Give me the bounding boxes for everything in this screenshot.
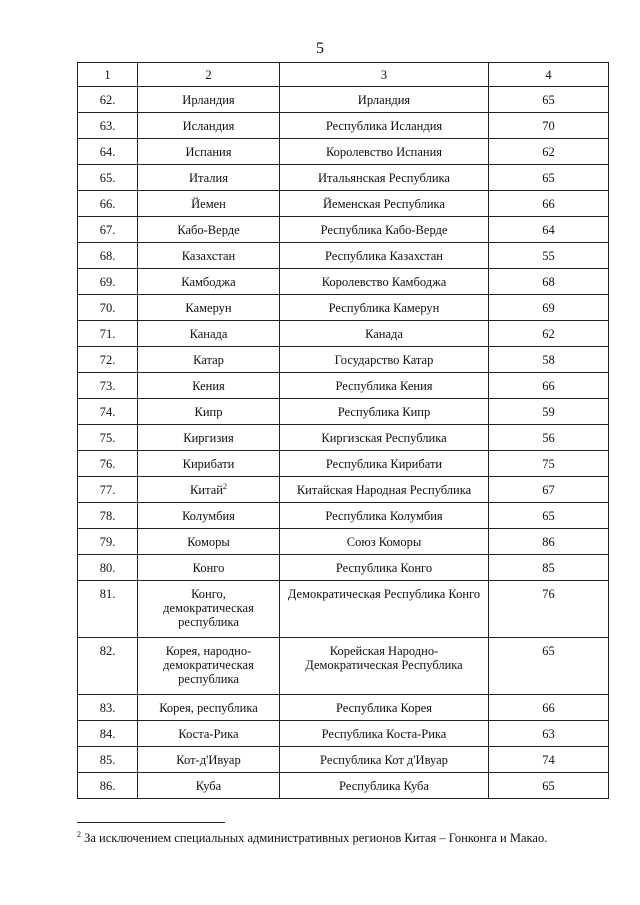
country-full-name-text: Киргизская Республика	[321, 430, 447, 445]
country-full-name-text: Республика Казахстан	[325, 248, 443, 263]
country-full-name-cell	[280, 113, 489, 139]
value-text: 68	[542, 274, 555, 289]
country-short-name-text: Коморы	[187, 534, 230, 549]
value-text: 69	[542, 300, 555, 315]
row-number-cell	[78, 425, 138, 451]
country-full-name-text: Королевство Камбоджа	[321, 274, 447, 289]
country-full-name-cell	[280, 347, 489, 373]
country-short-name-cell	[138, 269, 280, 295]
country-full-name-cell	[280, 529, 489, 555]
row-number-text: 86.	[99, 778, 116, 793]
value-cell	[489, 529, 609, 555]
country-short-name-text: демократическая	[163, 658, 254, 672]
value-cell	[489, 87, 609, 113]
table-row	[78, 581, 609, 638]
country-full-name-text: Йеменская Республика	[323, 196, 445, 211]
country-short-name-cell	[138, 113, 280, 139]
value-text: 85	[542, 560, 555, 575]
value-text: 62	[542, 144, 555, 159]
value-text: 63	[542, 726, 555, 741]
value-cell	[489, 243, 609, 269]
table-row	[78, 139, 609, 165]
country-short-name-text: Конго	[192, 560, 225, 575]
country-short-name-cell	[138, 139, 280, 165]
row-number-cell	[78, 373, 138, 399]
table-row	[78, 321, 609, 347]
row-number-text: 66.	[99, 196, 116, 211]
footnote-reference: 2	[222, 481, 227, 491]
column-header: 3	[280, 63, 489, 87]
value-cell	[489, 113, 609, 139]
table-row	[78, 269, 609, 295]
value-text: 74	[542, 752, 555, 767]
value-cell	[489, 399, 609, 425]
country-full-name-text: Союз Коморы	[346, 534, 422, 549]
country-full-name-text: Республика Кирибати	[325, 456, 443, 471]
value-text: 66	[542, 196, 555, 211]
row-number-cell	[78, 217, 138, 243]
value-cell	[489, 747, 609, 773]
value-cell	[489, 503, 609, 529]
country-short-name-text: Камерун	[185, 300, 232, 315]
table-row	[78, 399, 609, 425]
country-full-name-text: Республика Кабо-Верде	[320, 222, 448, 237]
country-short-name-cell	[138, 373, 280, 399]
country-full-name-cell	[280, 425, 489, 451]
country-full-name-text: Республика Кения	[335, 378, 433, 393]
row-number-cell	[78, 165, 138, 191]
row-number-text: 74.	[99, 404, 116, 419]
country-short-name-text: республика	[178, 615, 239, 629]
country-short-name-text: Корея, республика	[159, 700, 258, 715]
country-full-name-text: Республика Кот д'Ивуар	[320, 752, 448, 767]
value-text: 58	[542, 352, 555, 367]
value-text: 65	[542, 92, 555, 107]
value-text: 76	[542, 587, 555, 601]
table-row	[78, 695, 609, 721]
row-number-text: 82.	[99, 644, 116, 658]
row-number-text: 67.	[99, 222, 116, 237]
country-short-name-text: Йемен	[191, 196, 226, 211]
value-cell	[489, 217, 609, 243]
country-full-name-cell	[280, 581, 489, 638]
table-row	[78, 555, 609, 581]
country-full-name-text: Государство Катар	[334, 352, 434, 367]
row-number-text: 83.	[99, 700, 116, 715]
value-text: 67	[542, 482, 555, 497]
table-header-row	[78, 63, 609, 87]
country-full-name-text: Республика Куба	[339, 778, 429, 793]
value-text: 59	[542, 404, 555, 419]
country-full-name-cell	[280, 477, 489, 503]
row-number-text: 85.	[99, 752, 116, 767]
table-row	[78, 295, 609, 321]
value-cell	[489, 773, 609, 799]
footnote	[77, 830, 617, 846]
table-row	[78, 425, 609, 451]
country-full-name-cell	[280, 503, 489, 529]
footnote-marker: 2	[77, 830, 81, 839]
table-row	[78, 529, 609, 555]
table-row	[78, 347, 609, 373]
country-short-name-cell	[138, 425, 280, 451]
value-text: 66	[542, 378, 555, 393]
country-short-name-text: Кипр	[194, 404, 223, 419]
country-full-name-cell	[280, 87, 489, 113]
row-number-text: 73.	[99, 378, 116, 393]
country-short-name-cell	[138, 555, 280, 581]
country-full-name-text: Демократическая Республика Конго	[287, 587, 481, 601]
country-full-name-text: Республика Исландия	[325, 118, 443, 133]
country-short-name-text: Казахстан	[181, 248, 236, 263]
table-row	[78, 113, 609, 139]
row-number-cell	[78, 321, 138, 347]
country-full-name-cell	[280, 269, 489, 295]
footnote-divider	[77, 822, 225, 823]
country-short-name-text: Исландия	[182, 118, 235, 133]
country-short-name-cell	[138, 477, 280, 503]
country-full-name-cell	[280, 217, 489, 243]
row-number-text: 71.	[99, 326, 116, 341]
country-full-name-text: Королевство Испания	[325, 144, 443, 159]
value-text: 65	[542, 170, 555, 185]
country-full-name-cell	[280, 695, 489, 721]
table-row	[78, 451, 609, 477]
country-short-name-text: Киргизия	[183, 430, 234, 445]
country-full-name-text: Китайская Народная Республика	[296, 482, 472, 497]
country-full-name-cell	[280, 451, 489, 477]
table-row	[78, 503, 609, 529]
value-text: 64	[542, 222, 555, 237]
row-number-text: 80.	[99, 560, 116, 575]
value-cell	[489, 638, 609, 695]
country-full-name-cell	[280, 165, 489, 191]
value-text: 55	[542, 248, 555, 263]
country-short-name-cell	[138, 295, 280, 321]
value-text: 65	[542, 508, 555, 523]
value-cell	[489, 721, 609, 747]
row-number-text: 77.	[99, 482, 116, 497]
row-number-cell	[78, 87, 138, 113]
page-number: 5	[316, 40, 324, 57]
row-number-text: 78.	[99, 508, 116, 523]
country-full-name-cell	[280, 243, 489, 269]
row-number-text: 64.	[99, 144, 116, 159]
country-short-name-cell	[138, 581, 280, 638]
value-cell	[489, 695, 609, 721]
country-full-name-text: Республика Конго	[335, 560, 433, 575]
value-text: 62	[542, 326, 555, 341]
row-number-text: 70.	[99, 300, 116, 315]
country-short-name-cell	[138, 503, 280, 529]
country-short-name-text: демократическая	[163, 601, 254, 615]
value-text: 65	[542, 778, 555, 793]
table-row	[78, 87, 609, 113]
country-short-name-cell	[138, 451, 280, 477]
country-full-name-cell	[280, 721, 489, 747]
country-short-name-cell	[138, 217, 280, 243]
table-row	[78, 721, 609, 747]
row-number-cell	[78, 695, 138, 721]
country-full-name-cell	[280, 638, 489, 695]
country-full-name-cell	[280, 773, 489, 799]
country-short-name-cell	[138, 695, 280, 721]
country-short-name-text: Коста-Рика	[178, 726, 239, 741]
country-short-name-text: Китай	[190, 482, 223, 497]
country-full-name-cell	[280, 555, 489, 581]
country-short-name-text: Кирибати	[182, 456, 235, 471]
country-short-name-cell	[138, 191, 280, 217]
row-number-cell	[78, 747, 138, 773]
country-short-name-text: республика	[178, 672, 239, 686]
row-number-cell	[78, 399, 138, 425]
value-cell	[489, 269, 609, 295]
country-full-name-text: Канада	[365, 326, 403, 341]
country-full-name-text: Корейская Народно-	[329, 644, 439, 658]
row-number-text: 69.	[99, 274, 116, 289]
country-short-name-text: Колумбия	[182, 508, 235, 523]
row-number-text: 68.	[99, 248, 116, 263]
value-cell	[489, 139, 609, 165]
country-full-name-text: Республика Корея	[335, 700, 432, 715]
column-header: 2	[138, 63, 280, 87]
country-short-name-cell	[138, 399, 280, 425]
country-full-name-text: Республика Коста-Рика	[321, 726, 447, 741]
value-text: 65	[542, 644, 555, 658]
country-full-name-cell	[280, 191, 489, 217]
country-full-name-cell	[280, 399, 489, 425]
table-row	[78, 165, 609, 191]
row-number-cell	[78, 555, 138, 581]
row-number-cell	[78, 451, 138, 477]
value-cell	[489, 425, 609, 451]
row-number-cell	[78, 638, 138, 695]
country-full-name-cell	[280, 373, 489, 399]
footnote-text: За исключением специальных административных регионов Китая – Гонконга и Макао.	[84, 831, 548, 846]
country-short-name-cell	[138, 165, 280, 191]
row-number-cell	[78, 503, 138, 529]
table-row	[78, 217, 609, 243]
value-text: 70	[542, 118, 555, 133]
country-short-name-text: Камбоджа	[181, 274, 236, 289]
row-number-cell	[78, 773, 138, 799]
country-short-name-text: Кот-д'Ивуар	[176, 752, 241, 767]
country-short-name-text: Кения	[192, 378, 225, 393]
country-full-name-cell	[280, 747, 489, 773]
country-full-name-cell	[280, 295, 489, 321]
value-cell	[489, 451, 609, 477]
row-number-text: 65.	[99, 170, 116, 185]
country-full-name-text: Республика Камерун	[328, 300, 440, 315]
country-short-name-text: Катар	[193, 352, 224, 367]
table-row	[78, 477, 609, 503]
value-cell	[489, 295, 609, 321]
row-number-text: 76.	[99, 456, 116, 471]
row-number-text: 84.	[99, 726, 116, 741]
row-number-cell	[78, 529, 138, 555]
row-number-cell	[78, 243, 138, 269]
value-cell	[489, 581, 609, 638]
value-text: 75	[542, 456, 555, 471]
row-number-cell	[78, 139, 138, 165]
value-text: 86	[542, 534, 555, 549]
table-row	[78, 773, 609, 799]
country-short-name-text: Корея, народно-	[165, 644, 252, 658]
country-full-name-cell	[280, 139, 489, 165]
country-short-name-cell	[138, 321, 280, 347]
value-cell	[489, 477, 609, 503]
row-number-cell	[78, 721, 138, 747]
row-number-text: 72.	[99, 352, 116, 367]
country-short-name-cell	[138, 347, 280, 373]
country-short-name-text: Кабо-Верде	[177, 222, 240, 237]
country-short-name-cell	[138, 243, 280, 269]
value-text: 56	[542, 430, 555, 445]
country-short-name-cell	[138, 87, 280, 113]
column-header: 1	[78, 63, 138, 87]
table-row	[78, 373, 609, 399]
row-number-cell	[78, 191, 138, 217]
row-number-text: 75.	[99, 430, 116, 445]
value-cell	[489, 191, 609, 217]
table-row	[78, 191, 609, 217]
country-short-name-cell	[138, 721, 280, 747]
country-short-name-text: Канада	[189, 326, 228, 341]
country-table	[77, 62, 609, 799]
country-full-name-text: Республика Кипр	[337, 404, 431, 419]
country-short-name-cell	[138, 773, 280, 799]
table-row	[78, 243, 609, 269]
country-short-name-cell	[138, 529, 280, 555]
country-full-name-text: Итальянская Республика	[318, 170, 450, 185]
table-row	[78, 747, 609, 773]
column-header: 4	[489, 63, 609, 87]
row-number-cell	[78, 113, 138, 139]
value-text: 66	[542, 700, 555, 715]
row-number-cell	[78, 477, 138, 503]
row-number-text: 62.	[99, 92, 116, 107]
row-number-cell	[78, 295, 138, 321]
row-number-text: 79.	[99, 534, 116, 549]
country-full-name-text: Республика Колумбия	[325, 508, 443, 523]
value-cell	[489, 321, 609, 347]
row-number-cell	[78, 581, 138, 638]
country-short-name-text: Испания	[185, 144, 232, 159]
country-short-name-text: Италия	[189, 170, 228, 185]
country-short-name-text: Ирландия	[182, 92, 235, 107]
value-cell	[489, 347, 609, 373]
country-short-name-cell	[138, 638, 280, 695]
row-number-text: 81.	[99, 587, 116, 601]
row-number-text: 63.	[99, 118, 116, 133]
country-full-name-text: Демократическая Республика	[305, 658, 463, 672]
country-short-name-text: Куба	[195, 778, 222, 793]
value-cell	[489, 373, 609, 399]
country-full-name-cell	[280, 321, 489, 347]
value-cell	[489, 165, 609, 191]
value-cell	[489, 555, 609, 581]
country-short-name-cell	[138, 747, 280, 773]
table-row	[78, 638, 609, 695]
row-number-cell	[78, 347, 138, 373]
country-short-name-text: Конго,	[191, 587, 226, 601]
country-full-name-text: Ирландия	[357, 92, 411, 107]
row-number-cell	[78, 269, 138, 295]
